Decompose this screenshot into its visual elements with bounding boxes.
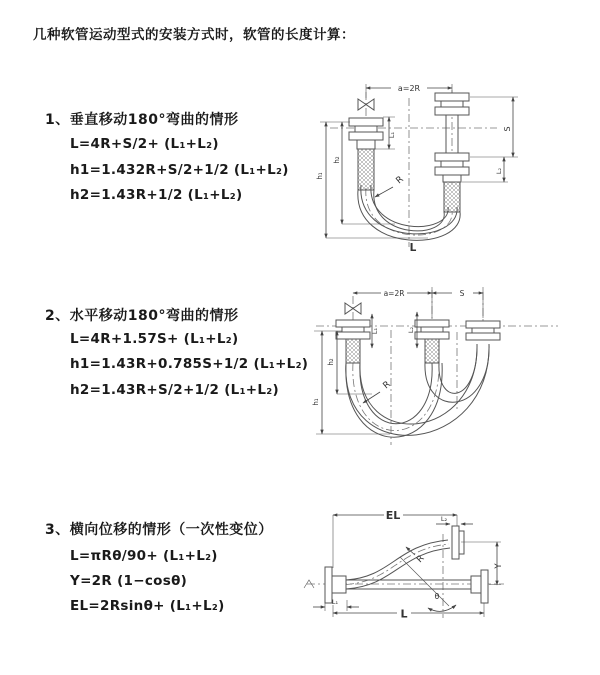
formula-EL-3: EL=2Rsinθ+ (L₁+L₂) [70, 598, 225, 614]
radius-annotation [375, 175, 406, 197]
section-2-heading: 2、水平移动180°弯曲的情形 [45, 308, 239, 324]
formula-L-2: L=4R+1.57S+ (L₁+L₂) [70, 331, 239, 347]
l1-dimension [313, 598, 359, 611]
center-end-fitting [415, 320, 449, 363]
dim-label-l: L [409, 242, 417, 254]
formula-L-1: L=4R+S/2+ (L₁+L₂) [70, 136, 219, 152]
dim-label-r: R [415, 553, 427, 566]
section-3-heading: 3、横向位移的情形（一次性变位） [45, 522, 273, 538]
braid-section [346, 339, 360, 363]
dim-label-theta: θ [434, 592, 440, 601]
formula-h1-2: h1=1.43R+0.785S+1/2 (L₁+L₂) [70, 356, 309, 372]
dim-label-span: a=2R [397, 84, 421, 93]
dim-label-y: Y [494, 563, 504, 569]
el-dimension [333, 509, 457, 568]
left-end-fitting [349, 118, 383, 190]
diagram-lateral-displacement [300, 498, 595, 648]
dim-label-h1: h₁ [316, 172, 324, 180]
formula-h1-1: h1=1.432R+S/2+1/2 (L₁+L₂) [70, 162, 289, 178]
right-end-fitting [435, 93, 469, 212]
left-end-fitting [336, 320, 370, 363]
braid-section [444, 182, 460, 212]
diagram-horizontal-180 [310, 283, 595, 461]
diagram-vertical-180 [313, 73, 595, 258]
formula-h2-1: h2=1.43R+1/2 (L₁+L₂) [70, 187, 243, 203]
dim-label-l1: L₁ [371, 327, 379, 335]
dim-label-h2: h₂ [327, 358, 335, 366]
dim-label-l2: L₂ [495, 167, 503, 175]
end-length-dimensions [371, 312, 417, 348]
braid-section [425, 339, 439, 363]
section-1-heading: 1、垂直移动180°弯曲的情形 [45, 112, 239, 128]
centerlines [330, 90, 497, 247]
dim-label-l1: L₁ [388, 131, 396, 139]
dim-label-l2: L₂ [440, 515, 448, 523]
formula-Y-3: Y=2R (1−cosθ) [70, 573, 188, 589]
dim-label-r: R [381, 379, 393, 392]
dim-label-l: L [400, 607, 408, 621]
dim-label-span: a=2R [383, 289, 405, 298]
s-dimension [470, 97, 518, 157]
dim-label-s: S [459, 289, 465, 298]
dim-label-h1: h₁ [312, 398, 320, 406]
l-dimension [333, 603, 484, 621]
dim-label-h2: h₂ [333, 156, 341, 164]
dim-label-l1: L₁ [331, 598, 339, 606]
centerlines [316, 290, 558, 445]
curved-hose [346, 540, 450, 589]
dim-label-s: S [503, 126, 512, 132]
right-flange [471, 570, 488, 603]
dim-label-el: EL [385, 509, 401, 522]
dim-label-r: R [394, 174, 406, 187]
page-title: 几种软管运动型式的安装方式时，软管的长度计算： [33, 27, 355, 43]
formula-h2-2: h2=1.43R+S/2+1/2 (L₁+L₂) [70, 382, 279, 398]
hose-u-bends [346, 344, 489, 437]
braid-section [358, 149, 374, 190]
right-end-fitting [466, 321, 500, 340]
upper-flange [452, 526, 464, 559]
dim-label-l2: L₂ [407, 326, 415, 334]
formula-L-3: L=πRθ/90+ (L₁+L₂) [70, 548, 218, 564]
span-dimensions [353, 287, 483, 318]
l2-dimension [436, 515, 473, 524]
